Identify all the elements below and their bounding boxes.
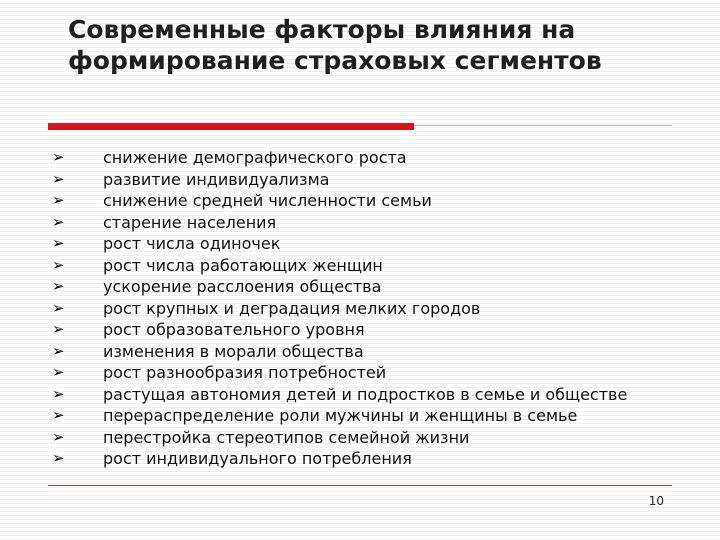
- arrowhead-bullet-icon: ➢: [52, 255, 65, 274]
- list-item: [52, 169, 712, 191]
- list-item: [52, 362, 712, 384]
- arrowhead-bullet-icon: ➢: [52, 212, 65, 231]
- list-item: [52, 384, 712, 406]
- list-item-text: растущая автономия детей и подростков в семье и обществе: [103, 384, 628, 404]
- list-item-text: рост индивидуального потребления: [103, 449, 412, 468]
- list-item: [52, 341, 712, 363]
- slide-title: Современные факторы влияния на формирование страховых сегментов: [68, 15, 602, 75]
- arrowhead-bullet-icon: ➢: [52, 363, 65, 381]
- list-item: [52, 276, 712, 298]
- list-item-text: рост разнообразия потребностей: [103, 363, 387, 382]
- list-item: [52, 427, 712, 449]
- list-item: [52, 255, 712, 277]
- list-item: [52, 298, 712, 320]
- list-item: [52, 233, 712, 255]
- title-underline-rule: [414, 125, 672, 126]
- list-item-text: старение населения: [103, 212, 277, 232]
- arrowhead-bullet-icon: ➢: [52, 427, 65, 446]
- list-item-text: рост числа одиночек: [103, 234, 281, 253]
- arrowhead-bullet-icon: ➢: [52, 449, 65, 467]
- list-item-text: снижение средней численности семьи: [103, 191, 432, 210]
- list-item-text: снижение демографического роста: [103, 148, 407, 167]
- arrowhead-bullet-icon: ➢: [52, 148, 65, 166]
- arrowhead-bullet-icon: ➢: [52, 277, 65, 295]
- list-item-text: рост числа работающих женщин: [103, 255, 383, 275]
- list-item-text: ускорение расслоения общества: [103, 277, 382, 296]
- arrowhead-bullet-icon: ➢: [52, 320, 65, 338]
- arrowhead-bullet-icon: ➢: [52, 341, 65, 360]
- arrowhead-bullet-icon: ➢: [52, 298, 65, 317]
- list-item: [52, 212, 712, 234]
- list-item: [52, 147, 712, 169]
- list-item: [52, 319, 712, 341]
- list-item: [52, 190, 712, 212]
- arrowhead-bullet-icon: ➢: [52, 406, 65, 424]
- list-item: [52, 448, 712, 470]
- arrowhead-bullet-icon: ➢: [52, 384, 65, 403]
- page-number: 10: [648, 494, 664, 508]
- footer-divider: [48, 485, 672, 486]
- list-item-text: развитие индивидуализма: [103, 169, 330, 189]
- list-item-text: рост образовательного уровня: [103, 320, 365, 339]
- arrowhead-bullet-icon: ➢: [52, 191, 65, 209]
- title-underline-accent: [48, 123, 414, 130]
- list-item-text: изменения в морали общества: [103, 341, 364, 361]
- arrowhead-bullet-icon: ➢: [52, 234, 65, 252]
- list-item-text: рост крупных и деградация мелких городов: [103, 298, 481, 318]
- factor-list: [52, 147, 712, 470]
- arrowhead-bullet-icon: ➢: [52, 169, 65, 188]
- list-item-text: перераспределение роли мужчины и женщины в семье: [103, 406, 578, 425]
- list-item-text: перестройка стереотипов семейной жизни: [103, 427, 470, 447]
- list-item: [52, 405, 712, 427]
